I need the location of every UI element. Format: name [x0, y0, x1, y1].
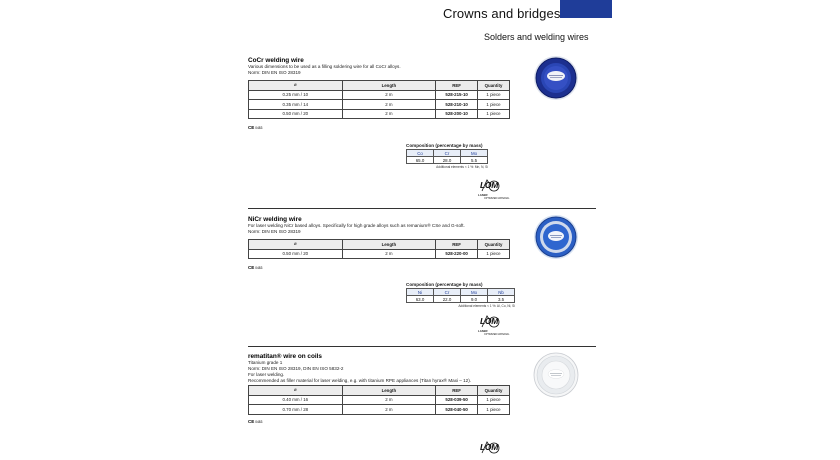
cell-quantity: 1 piece: [478, 90, 510, 100]
logo-sub2: OPTIMIZED MATERIAL: [484, 333, 510, 336]
table-header-row: [249, 240, 510, 250]
ce-mark: [248, 419, 510, 424]
ce-number: 0483: [255, 419, 263, 424]
page-title: Crowns and bridges: [443, 6, 561, 21]
element-cell: Mo: [461, 150, 488, 157]
column-header-quantity: Quantity: [478, 386, 510, 396]
ce-mark-label: CE: [248, 418, 255, 424]
section-title: rematitan® wire on coils: [248, 353, 322, 360]
column-header-diameter: ⌀: [249, 240, 343, 250]
column-header-diameter: ⌀: [249, 386, 343, 396]
cell-length: 2 m: [342, 109, 436, 119]
cell-quantity: 1 piece: [478, 109, 510, 119]
cell-diameter: 0.40 mm / 16: [249, 395, 343, 405]
column-header-diameter: ⌀: [249, 81, 343, 91]
composition-values-row: [407, 157, 488, 164]
column-header-length: Length: [342, 81, 436, 91]
logo-sub: LASER: [478, 193, 488, 197]
section-norm: Norm: DIN EN ISO 28319: [248, 229, 301, 234]
cell-quantity: 1 piece: [478, 100, 510, 110]
table-header-row: [249, 386, 510, 396]
section-description: For laser welding NiCr based alloys. Specifically for high grade alloys such as remanium® CSe and G-soft.: [248, 223, 465, 228]
cell-diameter: 0.25 mm / 10: [249, 90, 343, 100]
column-header-quantity: Quantity: [478, 240, 510, 250]
cell-length: 2 m: [342, 405, 436, 415]
section-rematitan-wire: [248, 353, 510, 424]
section-line: Titanium grade 1: [248, 360, 283, 365]
value-cell: 9.0: [461, 296, 488, 303]
table-row: [249, 90, 510, 100]
logo-text: LOM: [480, 442, 498, 452]
lom-logo: [476, 440, 512, 460]
column-header-length: Length: [342, 240, 436, 250]
section-cocr-welding-wire: [248, 57, 510, 130]
element-cell: Cr: [434, 289, 461, 296]
product-table: [248, 239, 510, 259]
cell-diameter: 0.35 mm / 14: [249, 100, 343, 110]
value-cell: 5.5: [461, 157, 488, 164]
table-row: [249, 249, 510, 259]
composition-values-row: [407, 296, 515, 303]
cell-ref: 528-215-10: [436, 90, 478, 100]
table-row: [249, 109, 510, 119]
page-subtitle: Solders and welding wires: [484, 32, 589, 42]
section-divider: [248, 346, 596, 347]
composition-title: Composition (percentage by mass): [406, 282, 483, 287]
header-accent-bar: [560, 0, 612, 18]
cell-length: 2 m: [342, 90, 436, 100]
cell-ref: 528-210-10: [436, 100, 478, 110]
element-cell: Cr: [434, 150, 461, 157]
cell-length: 2 m: [342, 100, 436, 110]
composition-title: Composition (percentage by mass): [406, 143, 483, 148]
column-header-ref: REF: [436, 386, 478, 396]
cell-length: 2 m: [342, 249, 436, 259]
ce-mark-label: CE: [248, 265, 255, 270]
value-cell: 3.5: [488, 296, 515, 303]
section-line: For laser welding.: [248, 372, 285, 377]
cell-quantity: 1 piece: [478, 405, 510, 415]
cell-quantity: 1 piece: [478, 249, 510, 259]
value-cell: 63.0: [407, 296, 434, 303]
section-title: NiCr welding wire: [248, 216, 302, 223]
value-cell: 65.0: [407, 157, 434, 164]
lom-logo: [476, 314, 512, 338]
ce-mark: [248, 265, 510, 270]
ce-number: 0483: [255, 266, 263, 270]
section-divider: [248, 208, 596, 209]
cell-diameter: 0.50 mm / 20: [249, 249, 343, 259]
column-header-length: Length: [342, 386, 436, 396]
value-cell: 22.0: [434, 296, 461, 303]
ce-mark: [248, 125, 510, 130]
table-header-row: [249, 81, 510, 91]
element-cell: Co: [407, 150, 434, 157]
composition-elements-row: [407, 150, 488, 157]
table-row: [249, 405, 510, 415]
element-cell: Nb: [488, 289, 515, 296]
cell-quantity: 1 piece: [478, 395, 510, 405]
composition-note: Additional elements < 1 %: Mn, N, Si: [436, 165, 488, 169]
composition-cocr: [406, 143, 488, 169]
product-table: [248, 80, 510, 119]
column-header-ref: REF: [436, 81, 478, 91]
element-cell: Mo: [461, 289, 488, 296]
section-nicr-welding-wire: [248, 216, 510, 270]
element-cell: Ni: [407, 289, 434, 296]
cell-ref: 528-220-00: [436, 249, 478, 259]
lom-logo: [476, 178, 512, 202]
logo-sub: LASER: [478, 329, 488, 333]
cell-diameter: 0.70 mm / 28: [249, 405, 343, 415]
cell-length: 2 m: [342, 395, 436, 405]
section-line: Recommended as filler material for laser welding, e.g. with titanium RPE appliances (Titan hyrax® Maxi – 12).: [248, 378, 472, 383]
composition-table: [406, 288, 515, 303]
column-header-quantity: Quantity: [478, 81, 510, 91]
table-row: [249, 395, 510, 405]
cell-diameter: 0.50 mm / 20: [249, 109, 343, 119]
cell-ref: 528-200-10: [436, 109, 478, 119]
composition-table: [406, 149, 488, 164]
cell-ref: 528-039-50: [436, 395, 478, 405]
section-norm: Norm: DIN EN ISO 28319, DIN EN ISO 5832-2: [248, 366, 344, 371]
cell-ref: 528-040-50: [436, 405, 478, 415]
composition-note: Additional elements < 1 %: Al, Co, Ni, Si: [458, 304, 515, 308]
composition-elements-row: [407, 289, 515, 296]
nicr-wire-coil-image: [533, 214, 579, 260]
logo-sub2: OPTIMIZED MATERIAL: [484, 197, 510, 200]
ce-mark-label: CE: [248, 125, 255, 130]
composition-nicr: [406, 282, 515, 308]
cocr-wire-coil-image: [533, 55, 579, 101]
logo-text: LOM: [480, 316, 498, 326]
section-norm: Norm: DIN EN ISO 28319: [248, 70, 301, 75]
logo-text: LOM: [480, 180, 498, 190]
value-cell: 28.0: [434, 157, 461, 164]
column-header-ref: REF: [436, 240, 478, 250]
table-row: [249, 100, 510, 110]
ce-number: 0483: [255, 126, 263, 130]
section-description: Various dimensions to be used as a filling soldering wire for all CoCr alloys.: [248, 64, 401, 69]
titanium-wire-coil-image: [533, 352, 579, 398]
product-table: [248, 385, 510, 415]
section-title: CoCr welding wire: [248, 57, 304, 64]
